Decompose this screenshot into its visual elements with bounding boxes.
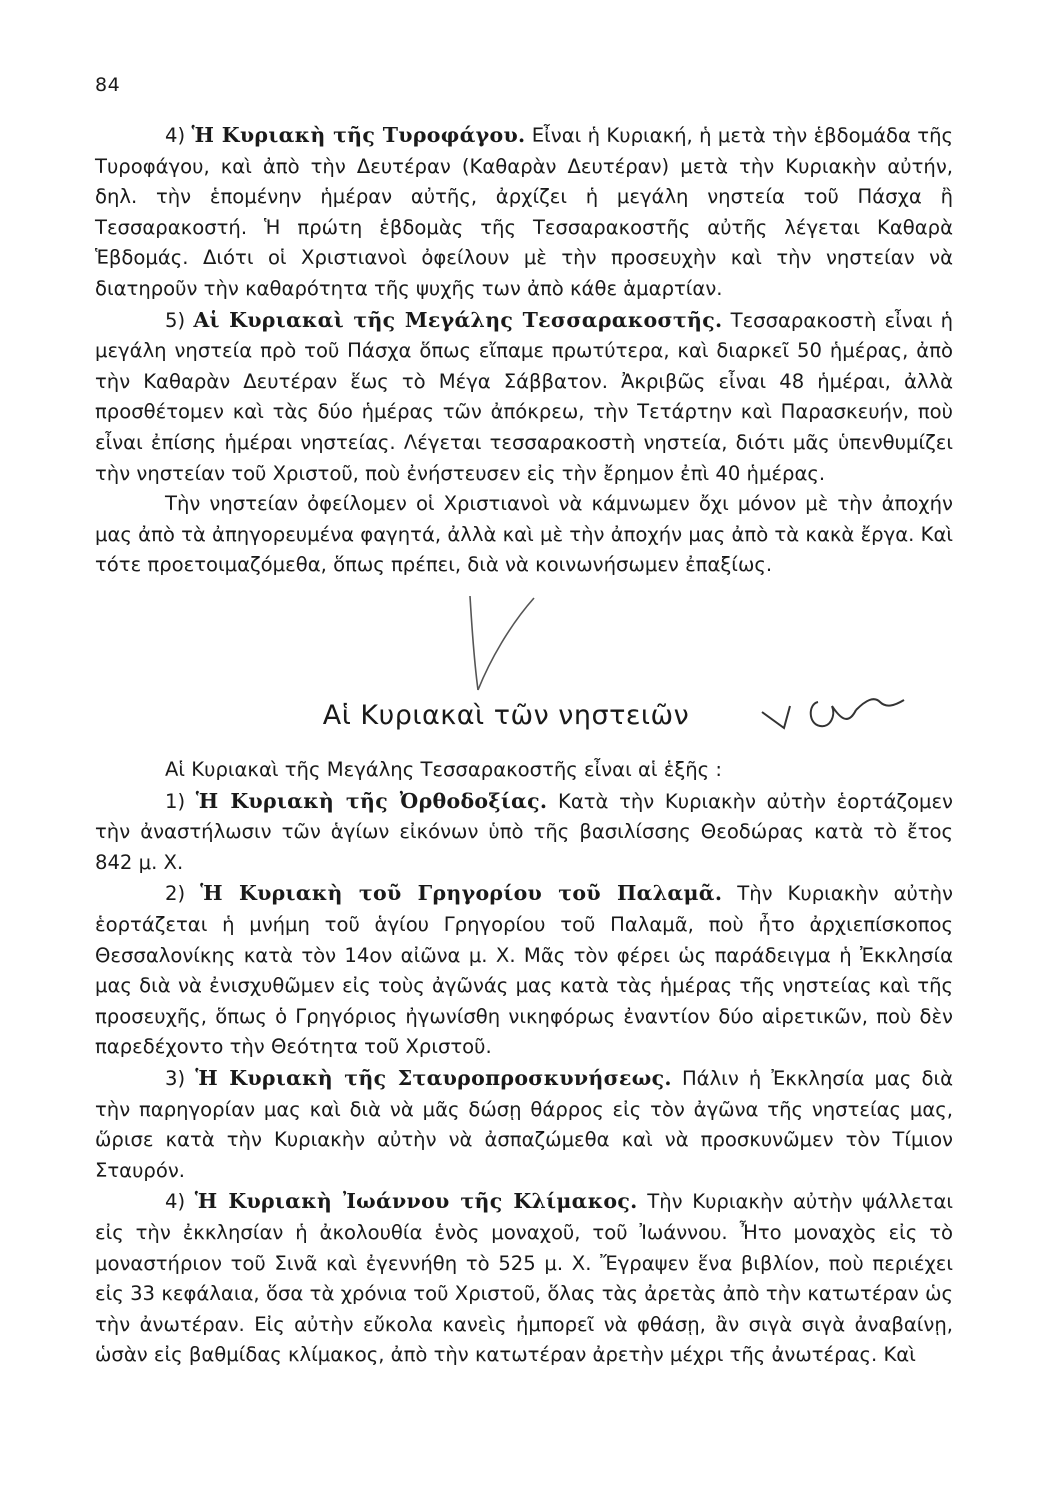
item-text: Τὴν Κυριακὴν αὐτὴν ψάλλεται εἰς τὴν ἐκκλησίαν ἡ ἀκολουθία ἑνὸς μοναχοῦ, τοῦ Ἰωάννου. Ἦτο μοναχὸς εἰς τὸ μοναστήριον τοῦ Σινᾶ καὶ ἐγεννήθη τὸ 525 μ. Χ. Ἔγραψεν ἕνα βιβλίον, ποὺ περιέχει εἰς 33 κεφάλαια, ὅσα τὰ χρόνια τοῦ Χριστοῦ, ὅλας τὰς ἀρετὰς ἀπὸ τὴν κατωτέραν ὡς τὴν ἀνωτέραν. Εἰς αὐτὴν εὔκολα κανεὶς ἠμπορεῖ νὰ φθάσῃ, ἂν σιγὰ σιγὰ ἀναβαίνῃ, ὡσὰν εἰς βαθμίδας κλίμακος, ἀπὸ τὴν κατωτέραν ἀρετὴν μέχρι τῆς ἀνωτέρας. Καὶ (95, 1190, 953, 1367)
paragraph-number: 4) (165, 124, 192, 147)
paragraph (95, 489, 953, 581)
item-number: 4) (165, 1190, 195, 1214)
item-text: Κατὰ τὴν Κυριακὴν αὐτὴν ἑορτάζομεν τὴν ἀναστήλωσιν τῶν ἁγίων εἰκόνων ὑπὸ τῆς βασιλίσσης Θεοδώρας κατὰ τὸ ἔτος 842 μ. Χ. (95, 789, 954, 874)
section-title: Αἱ Κυριακαὶ τῶν νηστειῶν (322, 700, 690, 731)
item-number: 1) (165, 789, 196, 813)
item-number: 3) (165, 1066, 196, 1090)
list-item (95, 878, 953, 1063)
paragraph-heading: Ἡ Κυριακὴ τῆς Τυροφάγου. (191, 123, 526, 147)
intro-paragraph (95, 755, 953, 786)
paragraph (95, 305, 953, 490)
item-number: 2) (165, 882, 201, 906)
list-item (95, 1186, 953, 1371)
paragraph-text: Εἶναι ἡ Κυριακή, ἡ μετὰ τὴν ἑβδομάδα τῆς Τυροφάγου, καὶ ἀπὸ τὴν Δευτέραν (Καθαρὰν Δευτέραν) μετὰ τὴν Κυριακὴν αὐτήν, δηλ. τὴν ἑπομένην ἡμέραν αὐτῆς, ἀρχίζει ἡ μεγάλη νηστεία τοῦ Πάσχα ἢ Τεσσαρακοστή. Ἡ πρώτη ἑβδομὰς τῆς Τεσσαρακοστῆς αὐτῆς λέγεται Καθαρὰ Ἑβδομάς. Διότι οἱ Χριστιανοὶ ὀφείλουν μὲ τὴν προσευχὴν καὶ τὴν νηστείαν νὰ διατηροῦν τὴν καθαρότητα τῆς ψυχῆς των ἀπὸ κάθε ἁμαρτίαν. (95, 124, 954, 300)
paragraph (95, 120, 953, 305)
item-heading: Ἡ Κυριακὴ τοῦ Γρηγορίου τοῦ Παλαμᾶ. (200, 881, 723, 906)
section-one-body (95, 120, 953, 581)
paragraph-number: 5) (165, 308, 194, 332)
item-heading: Ἡ Κυριακὴ Ἰωάννου τῆς Κλίμακος. (194, 1189, 638, 1214)
paragraph-text: Τεσσαρακοστὴ εἶναι ἡ μεγάλη νηστεία πρὸ τοῦ Πάσχα ὅπως εἴπαμε πρωτύτερα, καὶ διαρκεῖ 50 ἡμέρας, ἀπὸ τὴν Καθαρὰν Δευτέραν ἕως τὸ Μέγα Σάββατον. Ἀκριβῶς εἶναι 48 ἡμέραι, ἀλλὰ προσθέτομεν καὶ τὰς δύο ἡμέρας τῶν ἀπόκρεω, τὴν Τετάρτην καὶ Παρασκευήν, ποὺ εἶναι ἐπίσης ἡμέραι νηστείας. Λέγεται τεσσαρακοστὴ νηστεία, διότι μᾶς ὑπενθυμίζει τὴν νηστείαν τοῦ Χριστοῦ, ποὺ ἐνήστευσεν εἰς τὴν ἔρημον ἐπὶ 40 ἡμέρας. (95, 308, 953, 485)
item-heading: Ἡ Κυριακὴ τῆς Ὀρθοδοξίας. (195, 788, 548, 813)
page-number: 84 (95, 74, 121, 96)
paragraph-heading: Αἱ Κυριακαὶ τῆς Μεγάλης Τεσσαρακοστῆς. (193, 307, 723, 332)
handwritten-check-mark (756, 688, 926, 748)
item-heading: Ἡ Κυριακὴ τῆς Σταυροπροσκυνήσεως. (195, 1065, 672, 1090)
paragraph-text: Τὴν νηστείαν ὀφείλομεν οἱ Χριστιανοὶ νὰ κάμνωμεν ὄχι μόνον μὲ τὴν ἀποχήν μας ἀπὸ τὰ ἀπηγορευμένα φαγητά, ἀλλὰ καὶ μὲ τὴν ἀποχήν μας ἀπὸ τὰ κακὰ ἔργα. Καὶ τότε προετοιμαζόμεθα, ὅπως πρέπει, διὰ νὰ κοινωνήσωμεν ἐπαξίως. (95, 492, 953, 577)
section-two-body (95, 755, 953, 1371)
item-text: Πάλιν ἡ Ἐκκλησία μας διὰ τὴν παρηγορίαν μας καὶ διὰ νὰ μᾶς δώσῃ θάρρος εἰς τὸν ἀγῶνα τῆς νηστείας μας, ὥρισε κατὰ τὴν Κυριακὴν αὐτὴν νὰ ἀσπαζώμεθα καὶ νὰ προσκυνῶμεν τὸν Τίμιον Σταυρόν. (95, 1066, 953, 1182)
handwritten-mark (460, 590, 550, 700)
item-text: Τὴν Κυριακὴν αὐτὴν ἑορτάζεται ἡ μνήμη τοῦ ἁγίου Γρηγορίου τοῦ Παλαμᾶ, ποὺ ἦτο ἀρχιεπίσκοπος Θεσσαλονίκης κατὰ τὸν 14ον αἰῶνα μ. Χ. Μᾶς τὸν φέρει ὡς παράδειγμα ἡ Ἐκκλησία μας διὰ νὰ ἐνισχυθῶμεν εἰς τοὺς ἀγῶνάς μας κατὰ τὰς ἡμέρας τῆς νηστείας καὶ τῆς προσευχῆς, ὅπως ὁ Γρηγόριος ἠγωνίσθη νικηφόρως ἐναντίον δύο αἱρετικῶν, ποὺ δὲν παρεδέχοντο τὴν Θεότητα τοῦ Χριστοῦ. (95, 882, 954, 1059)
intro-text: Αἱ Κυριακαὶ τῆς Μεγάλης Τεσσαρακοστῆς εἶναι αἱ ἑξῆς : (165, 758, 722, 781)
list-item (95, 1063, 953, 1186)
list-item (95, 786, 953, 879)
